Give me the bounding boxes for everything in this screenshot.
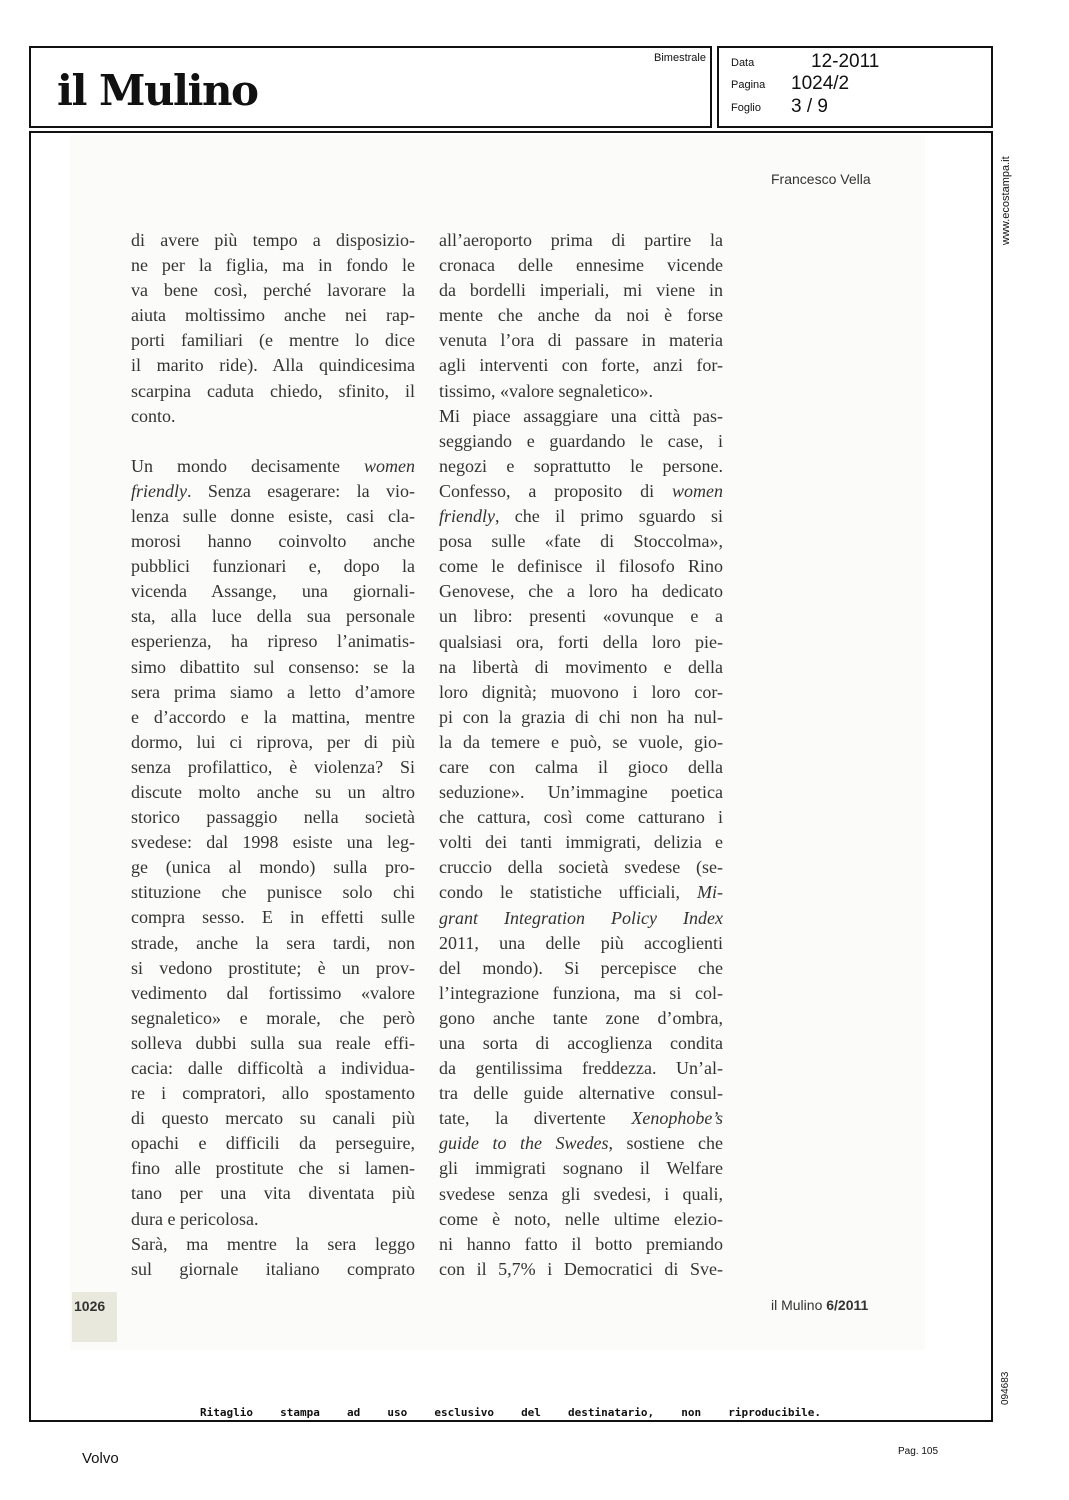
text-line: gli immigrati sognano il Welfare [439,1158,723,1179]
paragraph-gap [131,429,415,454]
text-line: tra delle guide alternative consul- [439,1083,723,1104]
article-column-2 [439,228,723,1282]
text-line: all’aeroporto prima di partire la [439,230,723,250]
text-line: volti dei tanti immigrati, delizia e [439,832,723,853]
text-line: simo dibattito sul consenso: se la [131,656,415,677]
text-line: dura e pericolosa. [131,1208,259,1229]
text-line: da gentilissima freddezza. Un’al- [439,1058,723,1079]
text-line: gono anche tante zone d’ombra, [439,1007,723,1028]
text-line: come le definisce il filosofo Rino [439,556,723,577]
text-line [439,880,723,905]
article-column-1 [131,228,415,1282]
header-meta-box [717,46,993,128]
text-line: di questo mercato su canali più [131,1108,415,1129]
text-line [439,479,723,504]
text-line: Genovese, che a loro ha dedicato [439,581,723,602]
footer-page-label: Pag. 105 [898,1446,939,1457]
text-line [439,504,723,529]
text-line: opachi e difficili da perseguire, [131,1133,415,1154]
text-line: ge (unica al mondo) sulla pro- [131,857,415,878]
text-line [439,906,723,931]
italic-run: Xenophobe’s [631,1108,723,1129]
text-line: cacia: dalle difficoltà a individua- [131,1058,415,1078]
text-line: storico passaggio nella società [131,807,415,828]
text-line: pubblici funzionari e, dopo la [131,556,415,577]
text-line: che cattura, così come catturano i [439,807,723,828]
italic-run: Mi- [697,882,723,903]
text-line: na libertà di movimento e della [439,656,723,677]
foglio-label: Foglio [731,102,761,114]
text-line: cruccio della società svedese (se- [439,857,723,878]
periodicity-label: Bimestrale [654,52,706,64]
issue-number: 6/2011 [826,1297,869,1313]
text-line: compra sesso. E in effetti sulle [131,907,415,928]
text-line [439,1131,723,1156]
text-line: posa sulle «fate di Stoccolma», [439,531,723,552]
text-run: Confesso, a proposito di [439,480,672,501]
text-line: fino alle prostitute che si lamen- [131,1158,415,1179]
text-line: qualsiasi ora, forti della loro pie- [439,631,723,652]
italic-run: friendly [439,506,495,527]
foglio-value: 3 / 9 [791,96,828,117]
text-line: una sorta di accoglienza condita [439,1033,723,1053]
italic-run: women [364,455,415,476]
text-line: svedese senza gli svedesi, i quali, [439,1183,723,1204]
text-run: , sostiene che [608,1133,723,1154]
header-masthead-box [29,46,712,128]
text-line: cronaca delle ennesime vicende [439,255,723,276]
text-line: segnaletico» e morale, che però [131,1007,415,1028]
text-line: sul giornale italiano comprato [131,1258,415,1279]
text-run: . Senza esagerare: la vio- [187,480,415,501]
data-label: Data [731,57,755,69]
page-number-badge: 1026 [72,1292,117,1342]
text-line: agli interventi con forte, anzi for- [439,355,723,376]
text-line: ni hanno fatto il botto premiando [439,1233,723,1254]
text-line: pi con la grazia di chi non ha nul- [439,706,723,727]
text-line: vicenda Assange, una giornali- [131,581,415,602]
text-line: Sarà, ma mentre la sera leggo [131,1233,415,1254]
text-line: come è noto, nelle ultime elezio- [439,1208,723,1229]
disclaimer-text: Ritaglio stampa ad uso esclusivo del destinatario, non riproducibile. [200,1406,821,1419]
text-line [131,454,415,479]
text-line: tissimo, «valore segnaletico». [439,380,653,401]
text-run: Un mondo decisamente [131,455,364,476]
text-line: discute molto anche su un altro [131,781,415,802]
text-line: sera prima siamo a letto d’amore [131,681,415,702]
text-line: l’integrazione funziona, ma si col- [439,982,723,1003]
text-line: ne per la figlia, ma in fondo le [131,255,415,276]
italic-run: grant Integration Policy Index [439,907,723,928]
text-line: il marito ride). Alla quindicesima [131,355,415,376]
italic-run: friendly [131,480,187,501]
text-line: con il 5,7% i Democratici di Sve- [439,1258,723,1279]
text-line: esperienza, ha ripreso l’animatis- [131,631,415,652]
text-line: un libro: presenti «ovunque e a [439,606,723,627]
italic-run: women [672,480,723,501]
issue-prefix: il Mulino [771,1297,823,1313]
italic-run: guide to the Swedes [439,1133,609,1154]
text-line: scarpina caduta chiedo, sfinito, il [131,380,415,401]
text-line [131,479,415,504]
sidebar-url: www.ecostampa.it [1000,156,1012,245]
text-line: strade, anche la sera tardi, non [131,932,415,953]
text-line: conto. [131,405,176,426]
text-line: del mondo). Si percepisce che [439,957,723,978]
text-line: la da temere e può, se vuole, gio- [439,731,723,752]
data-value: 12-2011 [811,51,880,72]
text-line: si vedono prostitute; è un prov- [131,957,415,978]
text-line: senza profilattico, è violenza? Si [131,756,415,777]
sidebar-code: 094683 [1000,1371,1011,1405]
text-line: e d’accordo e la mattina, mentre [131,706,415,727]
text-line: Mi piace assaggiare una città pas- [439,405,723,426]
text-line: stituzione che punisce solo chi [131,882,415,903]
text-line: dormo, lui ci riprova, per di più [131,731,415,752]
text-line: negozi e soprattutto le persone. [439,455,723,476]
article-author: Francesco Vella [771,171,871,187]
text-line: di avere più tempo a disposizio- [131,230,415,250]
pagina-value: 1024/2 [791,73,850,94]
text-line: tano per una vita diventata più [131,1183,415,1204]
text-line: da bordelli imperiali, mi viene in [439,280,723,301]
text-line: mente che anche da noi è forse [439,305,723,326]
text-line: care con calma il gioco della [439,756,723,777]
text-line: solleva dubbi sulla sua reale effi- [131,1032,415,1053]
text-line: porti familiari (e mentre lo dice [131,330,415,351]
text-line: svedese: dal 1998 esiste una leg- [131,832,415,853]
masthead-logo: il Mulino [57,66,258,115]
text-line: morosi hanno coinvolto anche [131,531,415,552]
text-line: seduzione». Un’immagine poetica [439,782,723,803]
footer-client-name: Volvo [82,1450,119,1467]
pagina-label: Pagina [731,79,766,91]
text-line [439,1106,723,1131]
text-line: 2011, una delle più accoglienti [439,932,723,953]
text-line: re i compratori, allo spostamento [131,1083,415,1104]
text-line: sta, alla luce della sua personale [131,606,415,627]
text-run: condo le statistiche ufficiali, [439,882,697,903]
text-run: tate, la divertente [439,1108,632,1129]
text-line: loro dignità; muovono i loro cor- [439,681,723,702]
text-line: venuta l’ora di passare in materia [439,330,723,351]
text-line: vedimento dal fortissimo «valore [131,982,415,1003]
text-line: lenza sulle donne esiste, casi cla- [131,505,415,526]
text-line: seggiando e guardando le case, i [439,430,723,451]
issue-label [771,1297,868,1313]
text-line: aiuta moltissimo anche nei rap- [131,305,415,326]
text-line: va bene così, perché lavorare la [131,280,415,301]
text-run: , che il primo sguardo si [495,506,723,527]
